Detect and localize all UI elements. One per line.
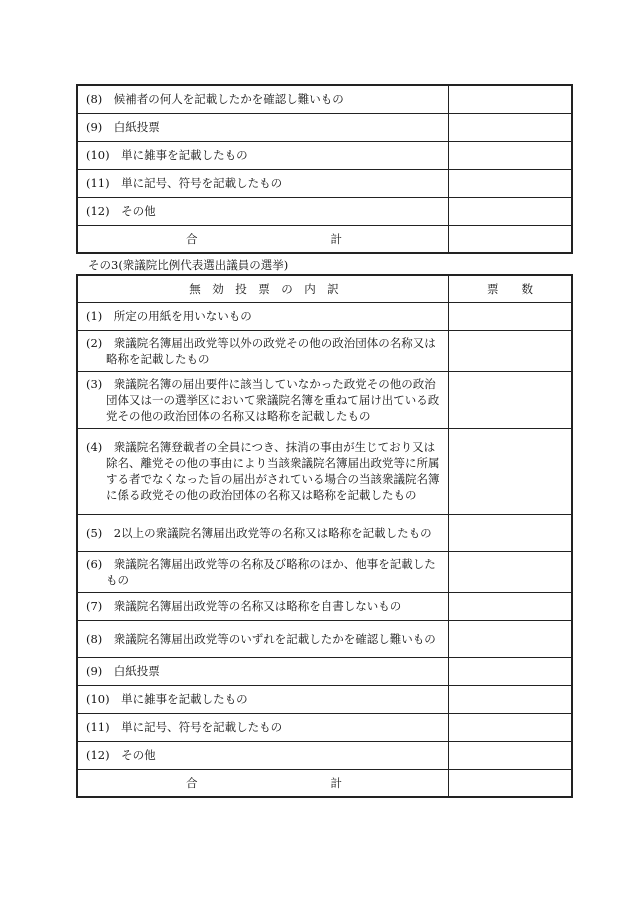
table-row <box>77 428 572 514</box>
total-row <box>77 225 572 253</box>
total-label-cell <box>77 769 449 797</box>
reason-cell: (7) 衆議院名簿届出政党等の名称又は略称を自書しないもの <box>77 592 449 620</box>
table-row <box>77 197 572 225</box>
count-cell[interactable] <box>449 141 573 169</box>
reason-cell: (1) 所定の用紙を用いないもの <box>77 302 449 330</box>
table-row <box>77 741 572 769</box>
reason-cell: (9) 白紙投票 <box>77 113 449 141</box>
count-cell[interactable] <box>449 620 573 657</box>
table-row <box>77 302 572 330</box>
count-cell[interactable] <box>449 551 573 592</box>
count-cell[interactable] <box>449 113 573 141</box>
table-row <box>77 551 572 592</box>
table-row <box>77 113 572 141</box>
table-row <box>77 85 572 113</box>
invalid-votes-table-continued <box>76 84 573 254</box>
reason-cell: (9) 白紙投票 <box>77 657 449 685</box>
reason-cell: (12) その他 <box>77 741 449 769</box>
total-label-right: 計 <box>330 231 342 246</box>
reason-cell: (10) 単に雑事を記載したもの <box>77 141 449 169</box>
table-row <box>77 169 572 197</box>
table-row <box>77 514 572 551</box>
table-row <box>77 141 572 169</box>
count-cell[interactable] <box>449 713 573 741</box>
table-row <box>77 620 572 657</box>
reason-cell: (11) 単に記号、符号を記載したもの <box>77 713 449 741</box>
count-cell[interactable] <box>449 657 573 685</box>
table-row <box>77 371 572 428</box>
total-count-cell[interactable] <box>449 225 573 253</box>
count-cell[interactable] <box>449 302 573 330</box>
total-label-right: 計 <box>330 775 342 790</box>
reason-cell: (4) 衆議院名簿登載者の全員につき、抹消の事由が生じており又は除名、離党その他の事由により当該衆議院名簿届出政党等に所属する者でなくなった旨の届出がされている場合の当該衆議院名簿に係る政党その他の政治団体の名称又は略称を記載したもの <box>77 428 449 514</box>
reason-cell: (2) 衆議院名簿届出政党等以外の政党その他の政治団体の名称又は略称を記載したもの <box>77 330 449 371</box>
total-row <box>77 769 572 797</box>
count-cell[interactable] <box>449 592 573 620</box>
invalid-votes-table-proportional <box>76 274 573 798</box>
header-breakdown: 無 効 投 票 の 内 訳 <box>77 275 449 302</box>
count-cell[interactable] <box>449 514 573 551</box>
header-row <box>77 275 572 302</box>
total-label-cell <box>77 225 449 253</box>
section-caption: その3(衆議院比例代表選出議員の選挙) <box>88 258 289 272</box>
count-cell[interactable] <box>449 197 573 225</box>
reason-cell: (6) 衆議院名簿届出政党等の名称及び略称のほか、他事を記載したもの <box>77 551 449 592</box>
total-count-cell[interactable] <box>449 769 573 797</box>
reason-cell: (8) 候補者の何人を記載したかを確認し難いもの <box>77 85 449 113</box>
count-cell[interactable] <box>449 741 573 769</box>
reason-cell: (3) 衆議院名簿の届出要件に該当していなかった政党その他の政治団体又は一の選挙区において衆議院名簿を重ねて届け出ている政党その他の政治団体の名称又は略称を記載したもの <box>77 371 449 428</box>
reason-cell: (12) その他 <box>77 197 449 225</box>
count-cell[interactable] <box>449 330 573 371</box>
reason-cell: (11) 単に記号、符号を記載したもの <box>77 169 449 197</box>
header-vote-count: 票 数 <box>449 275 573 302</box>
total-label-left: 合 <box>186 775 198 790</box>
count-cell[interactable] <box>449 371 573 428</box>
reason-cell: (5) 2以上の衆議院名簿届出政党等の名称又は略称を記載したもの <box>77 514 449 551</box>
reason-cell: (10) 単に雑事を記載したもの <box>77 685 449 713</box>
table-row <box>77 330 572 371</box>
table-row <box>77 592 572 620</box>
count-cell[interactable] <box>449 169 573 197</box>
table-row <box>77 713 572 741</box>
count-cell[interactable] <box>449 428 573 514</box>
reason-cell: (8) 衆議院名簿届出政党等のいずれを記載したかを確認し難いもの <box>77 620 449 657</box>
table-row <box>77 685 572 713</box>
count-cell[interactable] <box>449 85 573 113</box>
total-label-left: 合 <box>186 231 198 246</box>
count-cell[interactable] <box>449 685 573 713</box>
table-row <box>77 657 572 685</box>
